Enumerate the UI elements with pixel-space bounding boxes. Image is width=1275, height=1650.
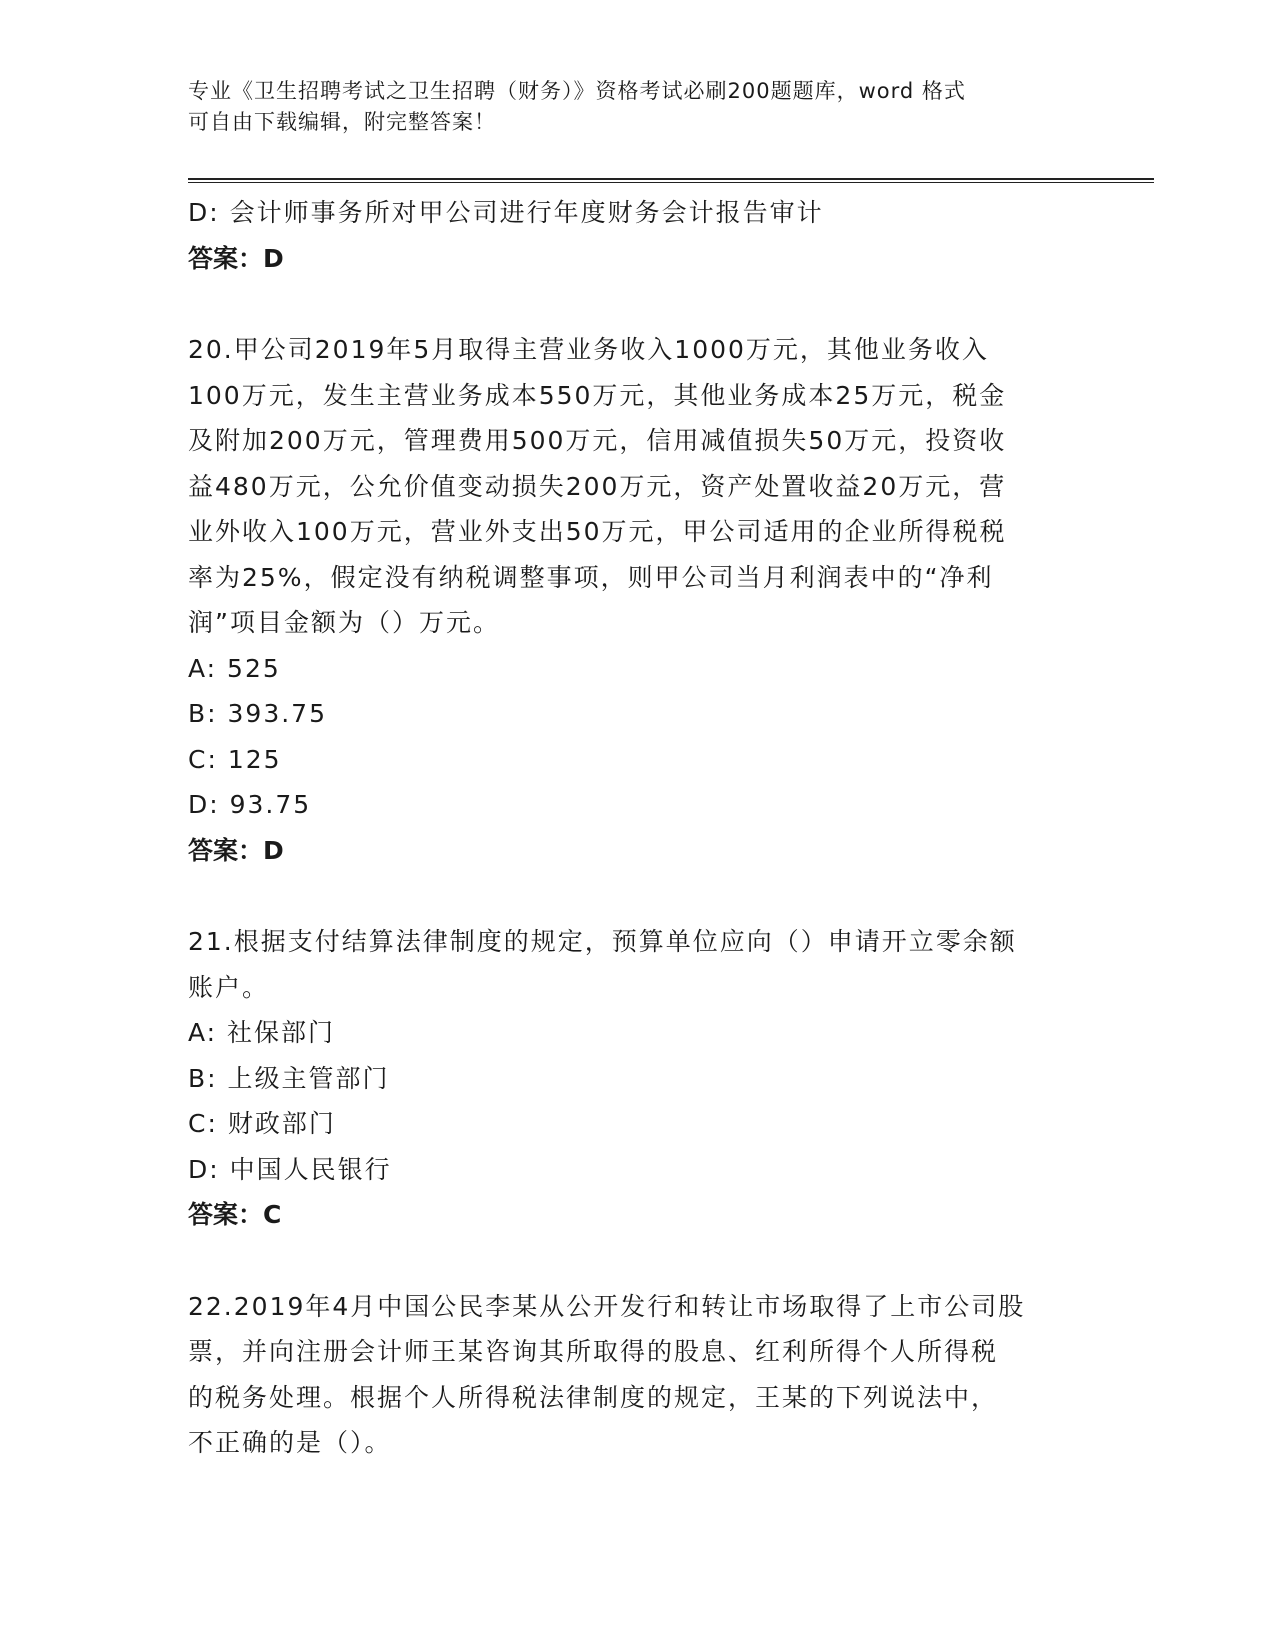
answer-line: 答案：D (188, 243, 284, 273)
answer-line: 答案：D (188, 835, 284, 865)
question-text-line: 益480万元，公允价值变动损失200万元，资产处置收益20万元，营 (188, 471, 1007, 501)
header-line: 专业《卫生招聘考试之卫生招聘（财务）》资格考试必刷200题题库，word 格式 (188, 79, 966, 103)
spacer (188, 873, 1068, 919)
question-text-line: 21.根据支付结算法律制度的规定，预算单位应向（）申请开立零余额 (188, 927, 1017, 956)
answer-line: 答案：C (188, 1200, 282, 1229)
question-text-line: 业外收入100万元，营业外支出50万元，甲公司适用的企业所得税税 (188, 517, 1007, 546)
question-22 (188, 1284, 1068, 1466)
header-divider (188, 178, 1154, 183)
header-line: 可自由下载编辑，附完整答案！ (188, 110, 496, 134)
question-text-line: 润”项目金额为（）万元。 (188, 608, 500, 637)
document-body (188, 190, 1068, 1466)
question-text-line: 账户。 (188, 972, 270, 1002)
question-text-line: 20.甲公司2019年5月取得主营业务收入1000万元，其他业务收入 (188, 335, 989, 364)
option-b: B: 上级主管部门 (188, 1063, 390, 1093)
question-text-line: 22.2019年4月中国公民李某从公开发行和转让市场取得了上市公司股 (188, 1291, 1026, 1321)
question-text-line: 的税务处理。根据个人所得税法律制度的规定，王某的下列说法中， (188, 1382, 999, 1412)
spacer (188, 1238, 1068, 1284)
question-text-line: 及附加200万元，管理费用500万元，信用减值损失50万元，投资收 (188, 426, 1007, 455)
question-text-line: 100万元，发生主营业务成本550万元，其他业务成本25万元，税金 (188, 380, 1007, 410)
question-20 (188, 327, 1068, 873)
option-a: A: 社保部门 (188, 1018, 336, 1047)
option-a: A: 525 (188, 653, 281, 683)
question-text-line: 票，并向注册会计师王某咨询其所取得的股息、红利所得个人所得税 (188, 1337, 999, 1366)
option-d: D: 会计师事务所对甲公司进行年度财务会计报告审计 (188, 198, 824, 227)
question-text-line: 不正确的是（）。 (188, 1428, 392, 1457)
question-21 (188, 919, 1068, 1238)
question-text-line: 率为25%，假定没有纳税调整事项，则甲公司当月利润表中的“净利 (188, 562, 994, 592)
option-d: D: 93.75 (188, 790, 312, 819)
option-b: B: 393.75 (188, 699, 327, 728)
page-header (188, 76, 1088, 138)
option-c: C: 财政部门 (188, 1109, 336, 1138)
option-d: D: 中国人民银行 (188, 1154, 392, 1184)
option-c: C: 125 (188, 744, 282, 774)
spacer (188, 281, 1068, 327)
